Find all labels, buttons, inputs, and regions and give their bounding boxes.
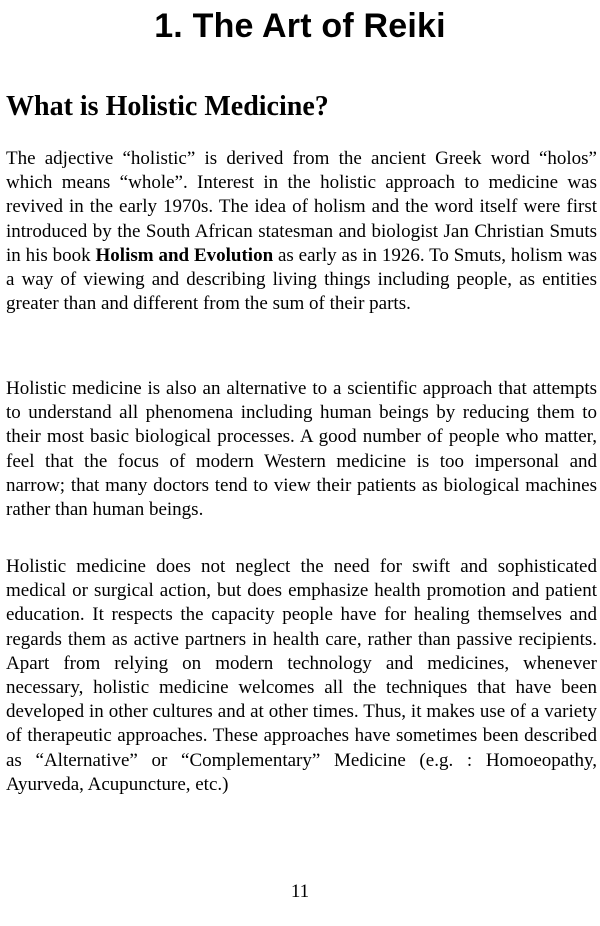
paragraph-1-text-end: as early as in 1926. To Smuts, holism was a way of viewing and describing living things including people, as entities greater than and different from the sum of their parts.	[6, 244, 598, 315]
book-title-emphasis: Holism and Evolution	[95, 244, 274, 266]
chapter-title: 1. The Art of Reiki	[154, 7, 446, 45]
paragraph-1-text-start: The adjective “holistic” is derived from the ancient Greek word “holos” which means “whole”. Interest in the holistic approach to medicine was revived in the early 1970s. The idea of holism and the word itself were first introduced by the South African statesman and biologist Jan Christian Smuts in his book	[6, 148, 597, 266]
page-number: 11	[290, 881, 310, 902]
paragraph-3: Holistic medicine does not neglect the need for swift and sophisticated medical or surgical action, but does emphasize health promotion and patient education. It respects the capacity people have for healing themselves and regards them as active partners in health care, rather than passive recipients. Apart from relying on modern technology and medicines, whenever necessary, holistic medicine welcomes all the techniques that have been developed in other cultures and at other times. Thus, it makes use of a variety of therapeutic approaches. These approaches have sometimes been described as “Alternative” or “Complementary” Medicine (e.g. : Homoeopathy, Ayurveda, Acupuncture, etc.)	[6, 556, 597, 795]
paragraph-1	[6, 147, 597, 316]
paragraph-2: Holistic medicine is also an alternative to a scientific approach that attempts to understand all phenomena including human beings by reducing them to their most basic biological processes. A good number of people who matter, feel that the focus of modern Western medicine is too impersonal and narrow; that many doctors tend to view their patients as biological machines rather than human beings.	[6, 378, 597, 521]
section-heading: What is Holistic Medicine?	[6, 91, 329, 122]
